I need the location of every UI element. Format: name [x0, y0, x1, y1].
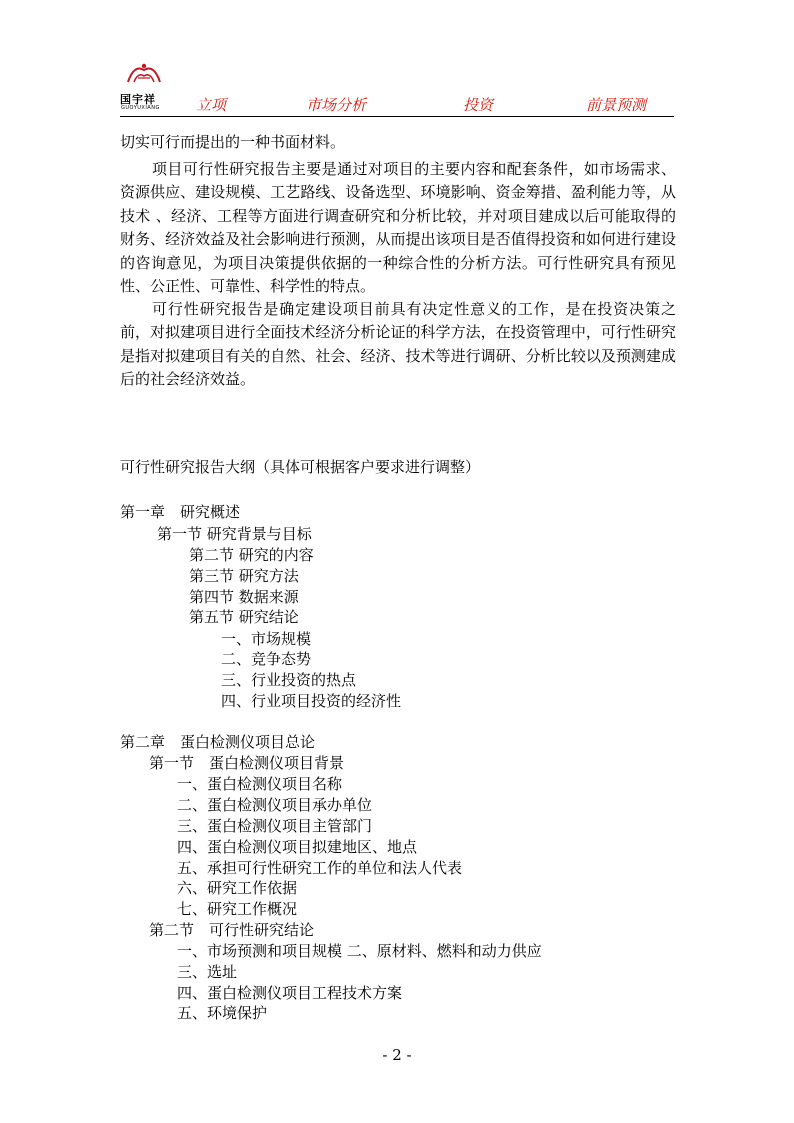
page-header [120, 58, 674, 116]
section-heading: 第一节 研究背景与目标 [157, 525, 312, 543]
outline-item: 二、竞争态势 [221, 650, 312, 668]
body-paragraph: 可行性研究报告是确定建设项目前具有决定性意义的工作，是在投资决策之前，对拟建项目进行全面技术经济分析论证的科学方法，在投资管理中，可行性研究是指对拟建项目有关的自然、社会、经济、技术等进行调研、分析比较以及预测建成后的社会经济效益。 [120, 300, 676, 389]
section-heading: 第二节 研究的内容 [189, 546, 314, 564]
outline-item: 六、研究工作依据 [177, 879, 298, 897]
section-heading: 第一节 蛋白检测仪项目背景 [149, 754, 345, 772]
header-nav-item: 立项 [196, 96, 227, 114]
section-heading: 第五节 研究结论 [189, 608, 299, 626]
outline-item: 四、蛋白检测仪项目工程技术方案 [177, 984, 403, 1002]
section-heading: 第二节 可行性研究结论 [149, 921, 315, 939]
logo-text: 国宇祥 [120, 93, 156, 106]
section-heading: 第四节 数据来源 [189, 588, 299, 606]
outline-item: 四、行业项目投资的经济性 [221, 692, 402, 710]
logo-emblem-icon [124, 60, 164, 88]
header-nav-item: 市场分析 [306, 96, 367, 114]
outline-item: 三、行业投资的热点 [221, 671, 357, 689]
logo-subtext: GUOYUXIANG [121, 105, 160, 111]
outline-item: 一、市场规模 [221, 630, 312, 648]
body-paragraph: 切实可行而提出的一种书面材料。 [120, 133, 346, 151]
company-logo [120, 58, 170, 114]
header-nav-item: 投资 [463, 96, 494, 114]
outline-item: 一、市场预测和项目规模 二、原材料、燃料和动力供应 [177, 942, 542, 960]
page-number: - 2 - [382, 1046, 412, 1064]
outline-item: 三、选址 [177, 963, 238, 981]
chapter-heading: 第一章 研究概述 [120, 503, 241, 521]
chapter-heading: 第二章 蛋白检测仪项目总论 [120, 733, 316, 751]
outline-item: 二、蛋白检测仪项目承办单位 [177, 796, 373, 814]
section-heading: 第三节 研究方法 [189, 567, 299, 585]
outline-item: 五、承担可行性研究工作的单位和法人代表 [177, 859, 463, 877]
outline-item: 三、蛋白检测仪项目主管部门 [177, 817, 373, 835]
header-nav-item: 前景预测 [586, 96, 647, 114]
outline-item: 七、研究工作概况 [177, 900, 298, 918]
header-divider [120, 116, 674, 117]
outline-title: 可行性研究报告大纲（具体可根据客户要求进行调整） [120, 458, 481, 476]
outline-item: 四、蛋白检测仪项目拟建地区、地点 [177, 838, 418, 856]
body-paragraph: 项目可行性研究报告主要是通过对项目的主要内容和配套条件，如市场需求、资源供应、建设规模、工艺路线、设备选型、环境影响、资金筹措、盈利能力等，从技术 、经济、工程等方面进行调查研究和分析比较，并对项目建成以后可能取得的财务、经济效益及社会影响进行预测，从而提出该项目是否值得投资和如何进行建设的咨询意见，为项目决策提供依据的一种综合性的分析方法。可行性研究具有预见性、公正性、可靠性、科学性的特点。 [120, 160, 676, 296]
outline-item: 一、蛋白检测仪项目名称 [177, 775, 343, 793]
outline-item: 五、环境保护 [177, 1004, 268, 1022]
